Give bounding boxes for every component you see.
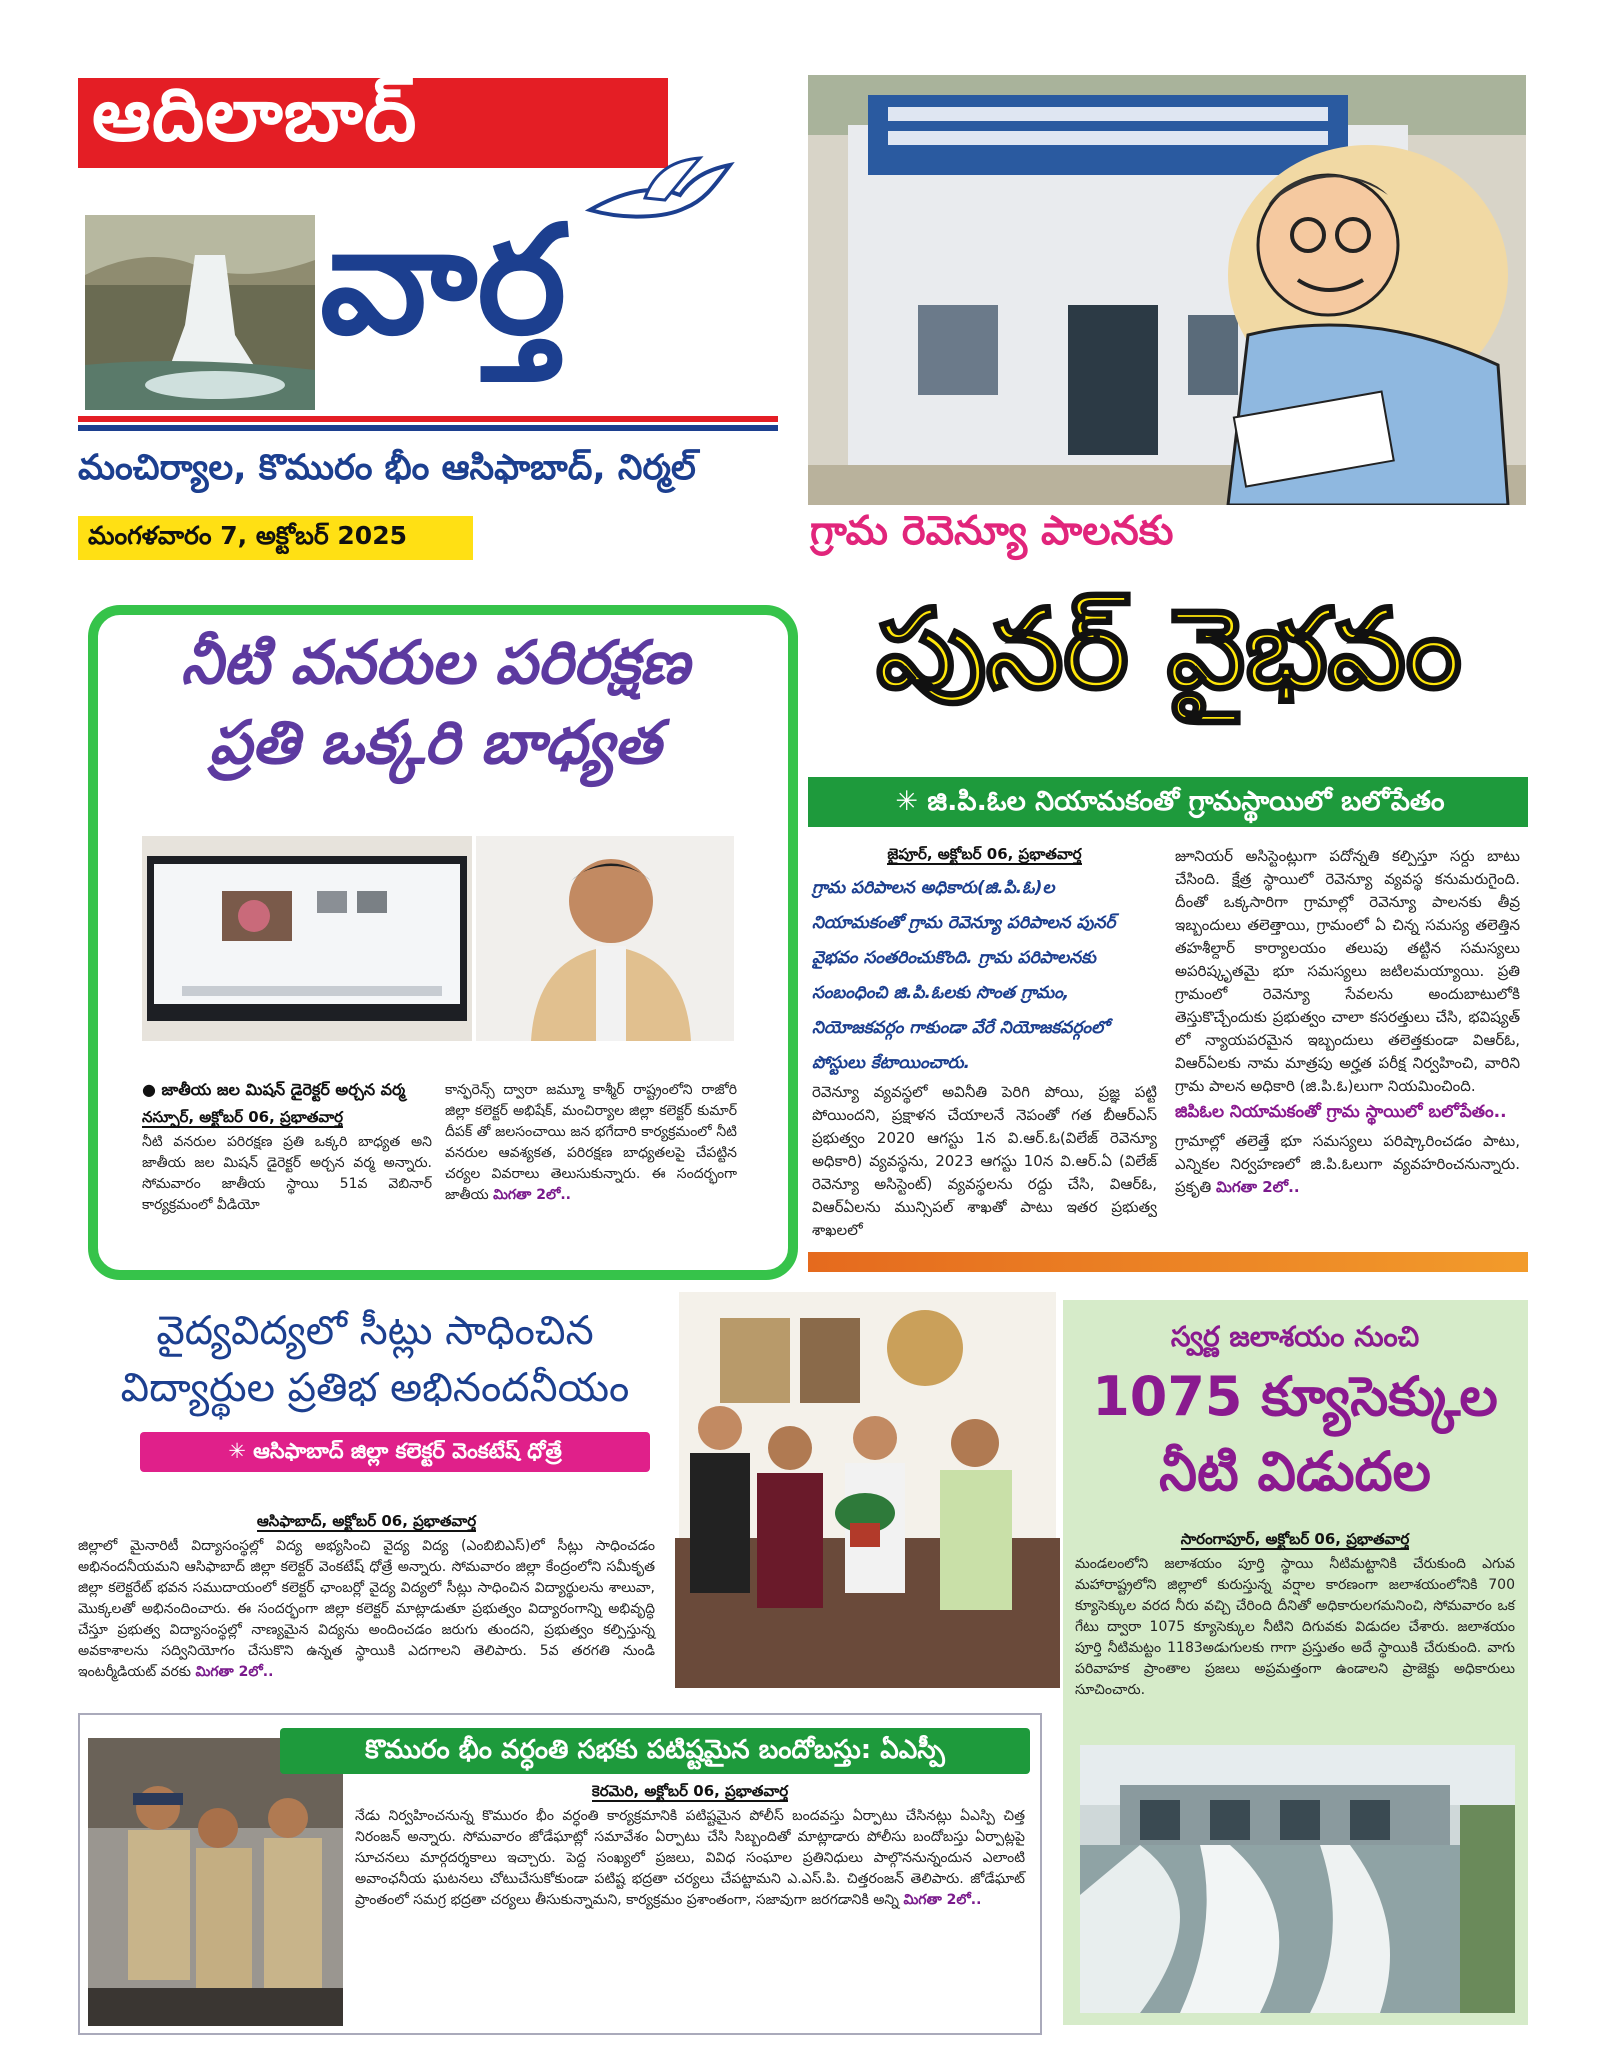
masthead-title-main: వార్త <box>320 192 567 368</box>
medical-column <box>78 1512 655 1683</box>
masthead-rule-blue <box>78 425 778 431</box>
medical-subhead: ✳ ఆసిఫాబాద్ జిల్లా కలెక్టర్ వెంకటేష్ ధోత్రే <box>228 1439 562 1463</box>
director-portrait-photo <box>476 836 734 1041</box>
water-headline-line1: నీటి వనరుల పరిరక్షణ <box>180 628 690 698</box>
medical-body-wrap <box>78 1536 655 1683</box>
masthead-title-top: ఆదిలాబాద్ <box>92 72 418 158</box>
masthead-districts: మంచిర్యాల, కొమురం భీం ఆసిఫాబాద్, నిర్మల్ <box>78 448 696 488</box>
reservoir-dateline: సారంగాపూర్, అక్టోబర్ 06, ప్రభాతవార్త <box>1180 1530 1410 1548</box>
lead-column-2 <box>1175 845 1520 1199</box>
water-col1-body: నీటి వనరుల పరిరక్షణ ప్రతి ఒక్కరి బాధ్యత అని జాతీయ జల మిషన్ డైరెక్టర్ అర్చన వర్మ అన్నారు. సోమవారం జాతీయ స్థాయి 51వ వెబినార్ కార్యక్రమంలో వీడియో <box>142 1134 432 1213</box>
medical-dateline: ఆసిఫాబాద్, అక్టోబర్ 06, ప్రభాతవార్త <box>256 1512 477 1530</box>
police-officers-photo <box>88 1738 343 2026</box>
reservoir-headline-line2: నీటి విడుదల <box>1159 1440 1431 1503</box>
lead-column-1 <box>812 845 1157 1242</box>
reservoir-column <box>1075 1530 1515 1701</box>
webinar-screen-photo <box>142 836 472 1041</box>
waterfall-photo <box>85 215 315 410</box>
lead-intro-line: పోస్టులు కేటాయించారు. <box>812 1053 970 1073</box>
police-body-wrap <box>355 1806 1025 1911</box>
lead-col2-body: జూనియర్ అసిస్టెంట్లుగా పదోన్నతి కల్పిస్తూ సర్దు బాటు చేసింది. క్షేత్ర స్థాయిలో రెవెన్యూ వ్యవస్థ కనుమరుగైంది. దీంతో ఒక్కసారిగా గ్రామాల్లో రెవెన్యూ పాలనకు తీవ్ర ఇబ్బందులు తలెత్తాయి, గ్రామంలో ఏ చిన్న సమస్య తలెత్తిన తహశీల్దార్ కార్యాలయం తలుపు తట్టిన సమస్యలు అపరిష్కృతమై భూ సమస్యలు జటిలమయ్యాయి. ప్రతి గ్రామంలో రెవెన్యూ సేవలను అందుబాటులోకి తెస్తుకొచ్చేందుకు ప్రభుత్వం చాలా కసరత్తులు చేసి, భవిష్యత్ లో న్యాయపరమైన ఇబ్బందులు తలెత్తకుండా విఆర్ఓ, విఆర్ఏలకు నామ మాత్రపు అర్హత పరీక్ష నిర్వహించి, వారిని గ్రామ పాలన అధికారి (జి.పి.ఓ)లుగా నియమించింది. <box>1175 847 1520 1095</box>
water-continued-link[interactable]: మిగతా 2లో.. <box>493 1187 571 1203</box>
lead-intro <box>812 871 1157 1081</box>
police-body: నేడు నిర్వహించనున్న కొమురం భీం వర్ధంతి కార్యక్రమానికి పటిష్టమైన పోలీస్ బందవస్తు ఏర్పాటు చేసినట్లు ఏఎస్పి చిత్త నిరంజన్ అన్నారు. సోమవారం జోడేఘాట్లో సమావేశం ఏర్పాటు చేసి సిబ్బందితో మాట్లాడారు పోలీసు బందోబస్తు ఏర్పాట్లపై సూచనలు మార్గదర్శకాలు ఇచ్చారు. పెద్ద సంఖ్యలో ప్రజలు, వివిధ సంఘాల ప్రతినిధులు పాల్గొననున్నందున ఎలాంటి అవాంఛనీయ ఘటనలు చోటుచేసుకోకుండా పటిష్ట భద్రతా చర్యలు చేపట్టామని ఎ.ఎస్.పి. చిత్తరంజన్ తెలిపారు. జోడేఘాట్ ప్రాంతంలో సమగ్ర భద్రతా చర్యలు తీసుకున్నామని, కార్యక్రమం ప్రశాంతంగా, సజావుగా జరగడానికి అన్ని <box>355 1808 1025 1908</box>
dam-gates-photo <box>1080 1745 1515 2013</box>
medical-headline-line2: విద్యార్థుల ప్రతిభ అభినందనీయం <box>120 1365 630 1411</box>
police-column <box>355 1782 1025 1911</box>
police-continued-link[interactable]: మిగతా 2లో.. <box>903 1892 982 1908</box>
medical-headline-line1: వైద్యవిద్యలో సీట్లు సాధించిన <box>156 1308 594 1354</box>
masthead-rule-red <box>78 416 778 422</box>
lead-kicker: గ్రామ రెవెన్యూ పాలనకు <box>810 508 1174 554</box>
reservoir-kicker: స్వర్ణ జలాశయం నుంచి <box>1170 1320 1420 1353</box>
water-column-1 <box>142 1108 432 1216</box>
lead-intro-line: గ్రామ పరిపాలన అధికారు(జి.పి.ఓ)ల <box>812 878 1055 898</box>
medical-body: జిల్లాలో మైనారిటీ విద్యాసంస్థల్లో విద్య అభ్యసించి వైద్య విద్య (ఎంబిబిఎస్)లో సీట్లు సాధించడం అభినందనీయమని ఆసిఫాబాద్ జిల్లా కలెక్టర్ వెంకటేష్ ధోత్రే అన్నారు. సోమవారం జిల్లా కేంద్రంలోని సమీకృత జిల్లా కలెక్టరేట్ భవన సముదాయంలో కలెక్టర్ ఛాంబర్లో వైద్య విద్యలో సీట్లు సాధించిన విద్యార్థులను శాలువా, మొక్కలతో అభినందించారు. ఈ సందర్భంగా జిల్లా కలెక్టర్ మాట్లాడుతూ ప్రభుత్వం విద్యారంగాన్ని అభివృద్ధి చేస్తూ ప్రభుత్వ విద్యాసంస్థల్లో నాణ్యమైన విద్యను అందించడం జరుగు తుందని, ప్రభుత్వం కల్పిస్తున్న అవకాశాలను సద్వినియోగం చేసుకొని ఉన్నత స్థాయికి ఎదగాలని తెలిపారు. 5వ తరగతి నుండి ఇంటర్మీడియట్ వరకు <box>78 1538 655 1680</box>
collector-students-photo <box>675 1288 1060 1688</box>
lead-col1-body: రెవెన్యూ వ్యవస్థలో అవినీతి పెరిగి పోయి, ప్రజ్ఞ పట్టి పోయిందని, ప్రక్షాళన చేయాలనే నెపంతో గత బీఆర్ఎస్ ప్రభుత్వం 2020 ఆగస్టు 1న వి.ఆర్.ఓ(విలేజ్ రెవెన్యూ అధికారి) వ్యవస్థను, 2023 ఆగస్టు 10న వి.ఆర్.ఏ (విలేజ్ రెవెన్యూ అసిస్టెంట్) వ్యవస్థలను రద్దు చేసి, విఆర్ఓ, విఆర్ఏలను మున్సిపల్ శాఖతో పాటు ఇతర ప్రభుత్వ శాఖలలో <box>812 1083 1157 1239</box>
lead-headline: పునర్ వైభవం <box>876 585 1462 713</box>
medical-continued-link[interactable]: మిగతా 2లో.. <box>195 1664 274 1680</box>
lead-bottom-band <box>808 1252 1528 1272</box>
water-dateline: నస్పూర్, అక్టోబర్ 06, ప్రభాతవార్త <box>142 1108 344 1126</box>
lead-intro-line: నియామకంతో గ్రామ రెవెన్యూ పరిపాలన పునర్ <box>812 913 1116 933</box>
water-photo-caption: ● జాతీయ జల మిషన్ డైరెక్టర్ అర్చన వర్మ <box>142 1080 406 1099</box>
water-headline-line2: ప్రతి ఒక్కరి బాధ్యత <box>209 708 661 778</box>
water-col2-wrap <box>445 1080 737 1206</box>
reservoir-headline-line1: 1075 క్యూసెక్కుల <box>1092 1365 1498 1428</box>
police-dateline: కెరమెరి, అక్టోబర్ 06, ప్రభాతవార్త <box>591 1782 789 1800</box>
lead-dateline: జైపూర్, అక్టోబర్ 06, ప్రభాతవార్త <box>887 845 1082 863</box>
reservoir-body: మండలంలోని జలాశయం పూర్తి స్థాయి నీటిమట్టానికి చేరుకుంది ఎగువ మహారాష్ట్రలోని జిల్లాలో కురుస్తున్న వర్షాల కారణంగా జలాశయంలోనికి 700 క్యూసెక్కుల వరద నీరు వచ్చి చేరింది దీనితో అధికారులగమనించి, సోమవారం ఒక గేటు ద్వారా 1075 క్యూసెక్కుల నీటిని దిగువకు విడుదల చేశారు. జలాశయం పూర్తి నీటిమట్టం 1183అడుగులకు గాగా ప్రస్తుతం అదే స్థాయికి చేరుకుంది. వాగు పరివాహక ప్రాంతాల ప్రజలు అప్రమత్తంగా ఉండాలని ప్రాజెక్టు అధికారులు సూచించారు. <box>1075 1556 1515 1698</box>
issue-date: మంగళవారం 7, అక్టోబర్ 2025 <box>88 521 407 550</box>
lead-subhead: ✳ జి.పి.ఓల నియామకంతో గ్రామస్థాయిలో బలోపేతం <box>895 786 1445 817</box>
water-column-2 <box>445 1080 737 1206</box>
lead-col2-subhead: జిపిఓల నియామకంతో గ్రామ స్థాయిలో బలోపేతం.. <box>1175 1102 1507 1122</box>
lead-col2-tail <box>1175 1130 1520 1199</box>
lead-intro-line: నియోజకవర్గం గాకుండా వేరే నియోజకవర్గంలో <box>812 1018 1109 1038</box>
police-headline: కొమురం భీం వర్ధంతి సభకు పటిష్టమైన బందోబస్తు: ఏఎస్పీ <box>365 1735 945 1765</box>
lead-photo-office-cartoon <box>808 75 1526 505</box>
lead-continued-link[interactable]: మిగతా 2లో.. <box>1216 1178 1300 1196</box>
lead-intro-line: వైభవం సంతరించుకొంది. గ్రామ పరిపాలనకు <box>812 948 1096 968</box>
lead-col2-tail-text: గ్రామాల్లో తలెత్తే భూ సమస్యలు పరిష్కారించడం పాటు, ఎన్నికల నిర్వహణలో జి.పి.ఓలుగా వ్యవహరించనున్నారు. ప్రకృతి <box>1175 1132 1520 1196</box>
lead-intro-line: సంబంధించి జి.పి.ఓలకు సొంత గ్రామం, <box>812 983 1070 1003</box>
water-col2-body: కాన్ఫరెన్స్ ద్వారా జమ్మూ కాశ్మీర్ రాష్ట్రంలోని రాజోరి జిల్లా కలెక్టర్ అభిషేక్, మంచిర్యాల జిల్లా కలెక్టర్ కుమార్ దీపక్ తో జలసంచాయి జన భగేదారి కార్యక్రమంలో నీటి వనరుల ఆవశ్యకత, పరిరక్షణ బాధ్యతలపై చేపట్టిన చర్యల వివరాలు తెలుసుకున్నారు. ఈ సందర్భంగా జాతీయ <box>445 1082 737 1203</box>
